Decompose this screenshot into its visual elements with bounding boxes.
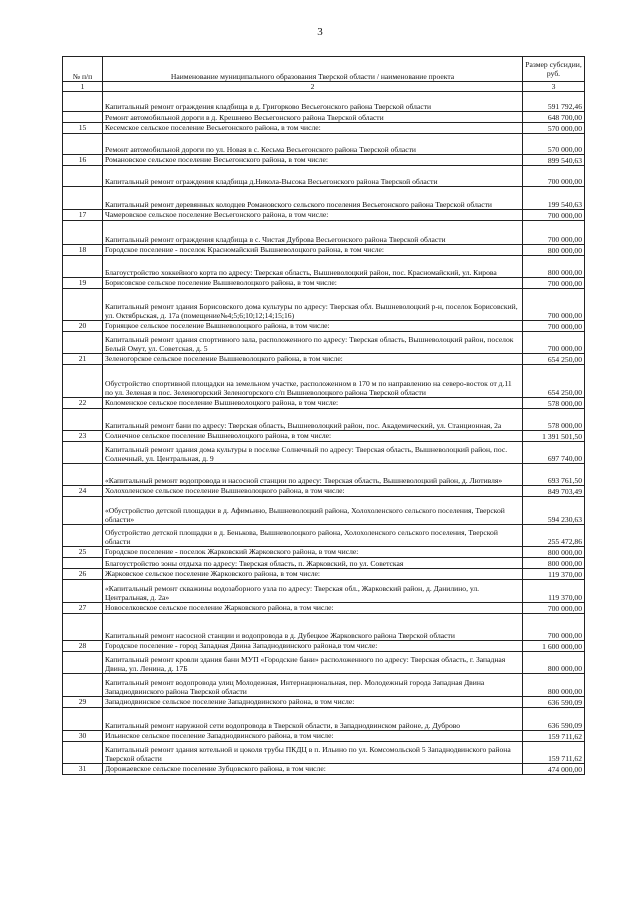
row-name: Ремонт автомобильной дороги по ул. Новая в с. Кесьма Весьегонского района Тверской области (103, 134, 523, 155)
row-subsidy: 700 000,00 (523, 210, 585, 221)
row-number: 28 (63, 641, 103, 652)
row-subsidy: 700 000,00 (523, 332, 585, 354)
row-number (63, 464, 103, 486)
row-number (63, 558, 103, 569)
municipality-row (63, 354, 585, 365)
row-number: 16 (63, 155, 103, 166)
project-row (63, 614, 585, 641)
row-number (63, 442, 103, 464)
row-number (63, 708, 103, 731)
row-number (63, 187, 103, 210)
row-name: Чамеровское сельское поселение Весьегонского района, в том числе: (103, 210, 523, 221)
header-name: Наименование муниципального образования Тверской области / наименование проекта (103, 57, 523, 82)
project-row (63, 442, 585, 464)
row-number (63, 652, 103, 674)
row-name: Капитальный ремонт ограждения кладбища д.Никола-Высока Весьегонского района Тверской области (103, 166, 523, 187)
row-subsidy: 700 000,00 (523, 614, 585, 641)
row-name: Благоустройство зоны отдыха по адресу: Тверская область, п. Жарковский, по ул. Советская (103, 558, 523, 569)
project-row (63, 134, 585, 155)
row-subsidy: 800 000,00 (523, 547, 585, 558)
row-number: 24 (63, 486, 103, 497)
header-num: № п/п (63, 57, 103, 82)
municipality-row (63, 697, 585, 708)
row-number (63, 112, 103, 123)
municipality-row (63, 547, 585, 558)
row-subsidy: 693 761,50 (523, 464, 585, 486)
project-row (63, 256, 585, 278)
page-number: 3 (317, 26, 323, 38)
row-number (63, 365, 103, 398)
row-subsidy: 654 250,00 (523, 365, 585, 398)
row-number: 31 (63, 764, 103, 775)
row-number: 30 (63, 731, 103, 742)
project-row (63, 674, 585, 697)
row-number: 17 (63, 210, 103, 221)
project-row (63, 92, 585, 112)
municipality-row (63, 764, 585, 775)
column-index-row (63, 82, 585, 92)
row-subsidy: 159 711,62 (523, 742, 585, 764)
row-name: Зеленогорское сельское поселение Вышневолоцкого района, в том числе: (103, 354, 523, 365)
row-subsidy: 199 540,63 (523, 187, 585, 210)
row-name: Ремонт автомобильной дороги в д. Крешнево Весьегонского района Тверской области (103, 112, 523, 123)
row-name: Городское поселение - поселок Жарковский Жарковского района, в том числе: (103, 547, 523, 558)
row-name: Романовское сельское поселение Весьегонского района, в том числе: (103, 155, 523, 166)
row-name: Капитальный ремонт деревянных колодцев Романовского сельского поселения Весьегонского района Тверской области (103, 187, 523, 210)
row-subsidy: 654 250,00 (523, 354, 585, 365)
municipality-row (63, 278, 585, 289)
project-row (63, 708, 585, 731)
row-subsidy: 1 600 000,00 (523, 641, 585, 652)
project-row (63, 332, 585, 354)
row-number (63, 289, 103, 321)
project-row (63, 112, 585, 123)
row-number (63, 742, 103, 764)
row-subsidy: 648 700,00 (523, 112, 585, 123)
row-number: 27 (63, 603, 103, 614)
row-subsidy: 570 000,00 (523, 134, 585, 155)
row-name: «Обустройство детской площадки в д. Афимьино, Вышневолоцкий района, Холохоленского сельского поселения, Тверской области» (103, 497, 523, 525)
row-subsidy: 636 590,09 (523, 708, 585, 731)
table-header-row (63, 57, 585, 82)
municipality-row (63, 641, 585, 652)
subsidy-table (62, 56, 585, 775)
row-name: «Капитальный ремонт скважины водозаборного узла по адресу: Тверская обл., Жарковский район, д. Данилино, ул. Центральная, д. 2а» (103, 580, 523, 603)
row-number: 19 (63, 278, 103, 289)
row-name: Капитальный ремонт насосной станции и водопровода в д. Дубецкое Жарковского района Тверской области (103, 614, 523, 641)
project-row (63, 497, 585, 525)
municipality-row (63, 245, 585, 256)
row-name: Коломенское сельское поселение Вышневолоцкого района, в том числе: (103, 398, 523, 409)
row-subsidy: 800 000,00 (523, 245, 585, 256)
municipality-row (63, 398, 585, 409)
row-subsidy: 800 000,00 (523, 674, 585, 697)
row-subsidy: 594 230,63 (523, 497, 585, 525)
row-name: Солнечное сельское поселение Вышневолоцкого района, в том числе: (103, 431, 523, 442)
column-index-3: 3 (523, 82, 585, 92)
row-name: Борисовское сельское поселение Вышневолоцкого района, в том числе: (103, 278, 523, 289)
row-subsidy: 1 391 501,50 (523, 431, 585, 442)
row-number (63, 166, 103, 187)
row-name: Капитальный ремонт ограждения кладбища в с. Чистая Дуброва Весьегонского района Тверской области (103, 221, 523, 245)
row-subsidy: 159 711,62 (523, 731, 585, 742)
row-subsidy: 578 000,00 (523, 398, 585, 409)
column-index-2: 2 (103, 82, 523, 92)
row-number: 29 (63, 697, 103, 708)
header-sum: Размер субсидии, руб. (523, 57, 585, 82)
row-subsidy: 800 000,00 (523, 256, 585, 278)
project-row (63, 742, 585, 764)
project-row (63, 187, 585, 210)
row-name: Городское поселение - поселок Красномайский Вышневолоцкого района, в том числе: (103, 245, 523, 256)
row-name: Городское поселение - город Западная Двина Западнодвинского района,в том числе: (103, 641, 523, 652)
row-number: 23 (63, 431, 103, 442)
row-number (63, 134, 103, 155)
row-name: Горняцкое сельское поселение Вышневолоцкого района, в том числе: (103, 321, 523, 332)
row-number: 25 (63, 547, 103, 558)
municipality-row (63, 123, 585, 134)
row-number (63, 525, 103, 547)
project-row (63, 409, 585, 431)
municipality-row (63, 155, 585, 166)
row-subsidy: 700 000,00 (523, 166, 585, 187)
municipality-row (63, 486, 585, 497)
row-name: Капитальный ремонт здания котельной и цоколя трубы ПКДЦ в п. Ильино по ул. Комсомольской 5 Западнодвинского района Тверской области (103, 742, 523, 764)
row-name: Капитальный ремонт здания Борисовского дома культуры по адресу: Тверская обл. Вышневолоцкий р-н, поселок Борисовский, ул. Октябрьская, д. 17а (помещение№4;5;6;10;12;14;15;16) (103, 289, 523, 321)
row-name: Обустройство спортивной площадки на земельном участке, расположенном в 170 м по направлению на северо-восток от д.11 по ул. Зеленая в пос. Зеленогорский Зеленогорского с/п Вышневолоцкого района Тверской области (103, 365, 523, 398)
row-name: Капитальный ремонт здания спортивного зала, расположенного по адресу: Тверская область, Вышневолоцкий район, поселок Белый Омут, ул. Советская, д. 5 (103, 332, 523, 354)
municipality-row (63, 321, 585, 332)
row-number (63, 256, 103, 278)
row-number (63, 332, 103, 354)
row-number (63, 497, 103, 525)
row-subsidy: 700 000,00 (523, 278, 585, 289)
row-subsidy: 119 370,00 (523, 569, 585, 580)
row-subsidy: 474 000,00 (523, 764, 585, 775)
row-name: Холохоленское сельское поселение Вышневолоцкого района, в том числе: (103, 486, 523, 497)
row-number (63, 580, 103, 603)
row-subsidy: 700 000,00 (523, 221, 585, 245)
row-name: Благоустройство хоккейного корта по адресу: Тверская область, Вышневолоцкий район, пос. Красномайский, ул. Кирова (103, 256, 523, 278)
row-number: 26 (63, 569, 103, 580)
row-subsidy: 255 472,86 (523, 525, 585, 547)
row-number: 22 (63, 398, 103, 409)
row-number: 18 (63, 245, 103, 256)
municipality-row (63, 731, 585, 742)
row-subsidy: 800 000,00 (523, 652, 585, 674)
project-row (63, 558, 585, 569)
municipality-row (63, 603, 585, 614)
project-row (63, 464, 585, 486)
row-subsidy: 578 000,00 (523, 409, 585, 431)
row-number (63, 92, 103, 112)
row-subsidy: 700 000,00 (523, 289, 585, 321)
row-number (63, 409, 103, 431)
row-subsidy: 697 740,00 (523, 442, 585, 464)
project-row (63, 365, 585, 398)
municipality-row (63, 569, 585, 580)
table-body (63, 92, 585, 775)
row-name: Капитальный ремонт наружной сети водопровода в Тверской области, в Западнодвинском районе, д. Дуброво (103, 708, 523, 731)
row-number (63, 674, 103, 697)
municipality-row (63, 210, 585, 221)
row-subsidy: 849 703,49 (523, 486, 585, 497)
row-name: Ильинское сельское поселение Западнодвинского района, в том числе: (103, 731, 523, 742)
row-name: Капитальный ремонт здания дома культуры в поселке Солнечный по адресу: Тверская область, Вышневолоцкий район, пос. Солнечный, ул. Центральная, д. 9 (103, 442, 523, 464)
project-row (63, 166, 585, 187)
row-number: 20 (63, 321, 103, 332)
row-name: Обустройство детской площадки в д. Бенькова, Вышневолоцкого района, Холохоленского сельского поселения, Тверской области (103, 525, 523, 547)
row-name: Новоселковское сельское поселение Жарковского района, в том числе: (103, 603, 523, 614)
row-name: Капитальный ремонт бани по адресу: Тверская область, Вышневолоцкий район, пос. Академический, ул. Станционная, 2а (103, 409, 523, 431)
project-row (63, 652, 585, 674)
row-name: Западнодвинское сельское поселение Западнодвинского района, в том числе: (103, 697, 523, 708)
project-row (63, 580, 585, 603)
row-subsidy: 591 792,46 (523, 92, 585, 112)
column-index-1: 1 (63, 82, 103, 92)
row-number: 21 (63, 354, 103, 365)
row-subsidy: 700 000,00 (523, 603, 585, 614)
row-subsidy: 636 590,09 (523, 697, 585, 708)
row-number (63, 221, 103, 245)
row-name: Капитальный ремонт ограждения кладбища в д. Григорково Весьегонского района Тверской области (103, 92, 523, 112)
project-row (63, 525, 585, 547)
row-name: Капитальный ремонт водопровода улиц Молодежная, Интернациональная, пер. Молодежный города Западная Двина Западнодвинского района Тверской области (103, 674, 523, 697)
row-subsidy: 570 000,00 (523, 123, 585, 134)
project-row (63, 221, 585, 245)
row-name: «Капитальный ремонт водопровода и насосной станции по адресу: Тверская область, Вышневолоцкий район, д. Лютивля» (103, 464, 523, 486)
row-subsidy: 700 000,00 (523, 321, 585, 332)
row-name: Жарковское сельское поселение Жарковского района, в том числе: (103, 569, 523, 580)
row-subsidy: 800 000,00 (523, 558, 585, 569)
row-subsidy: 899 540,63 (523, 155, 585, 166)
row-subsidy: 119 370,00 (523, 580, 585, 603)
row-name: Капитальный ремонт кровли здания бани МУП «Городские бани» расположенного по адресу: Тверская область, г. Западная Двина, ул. Ленина, д. 17Б (103, 652, 523, 674)
row-name: Кесемское сельское поселение Весьегонского района, в том числе: (103, 123, 523, 134)
project-row (63, 289, 585, 321)
row-number: 15 (63, 123, 103, 134)
municipality-row (63, 431, 585, 442)
row-name: Дорожаевское сельское поселение Зубцовского района, в том числе: (103, 764, 523, 775)
row-number (63, 614, 103, 641)
